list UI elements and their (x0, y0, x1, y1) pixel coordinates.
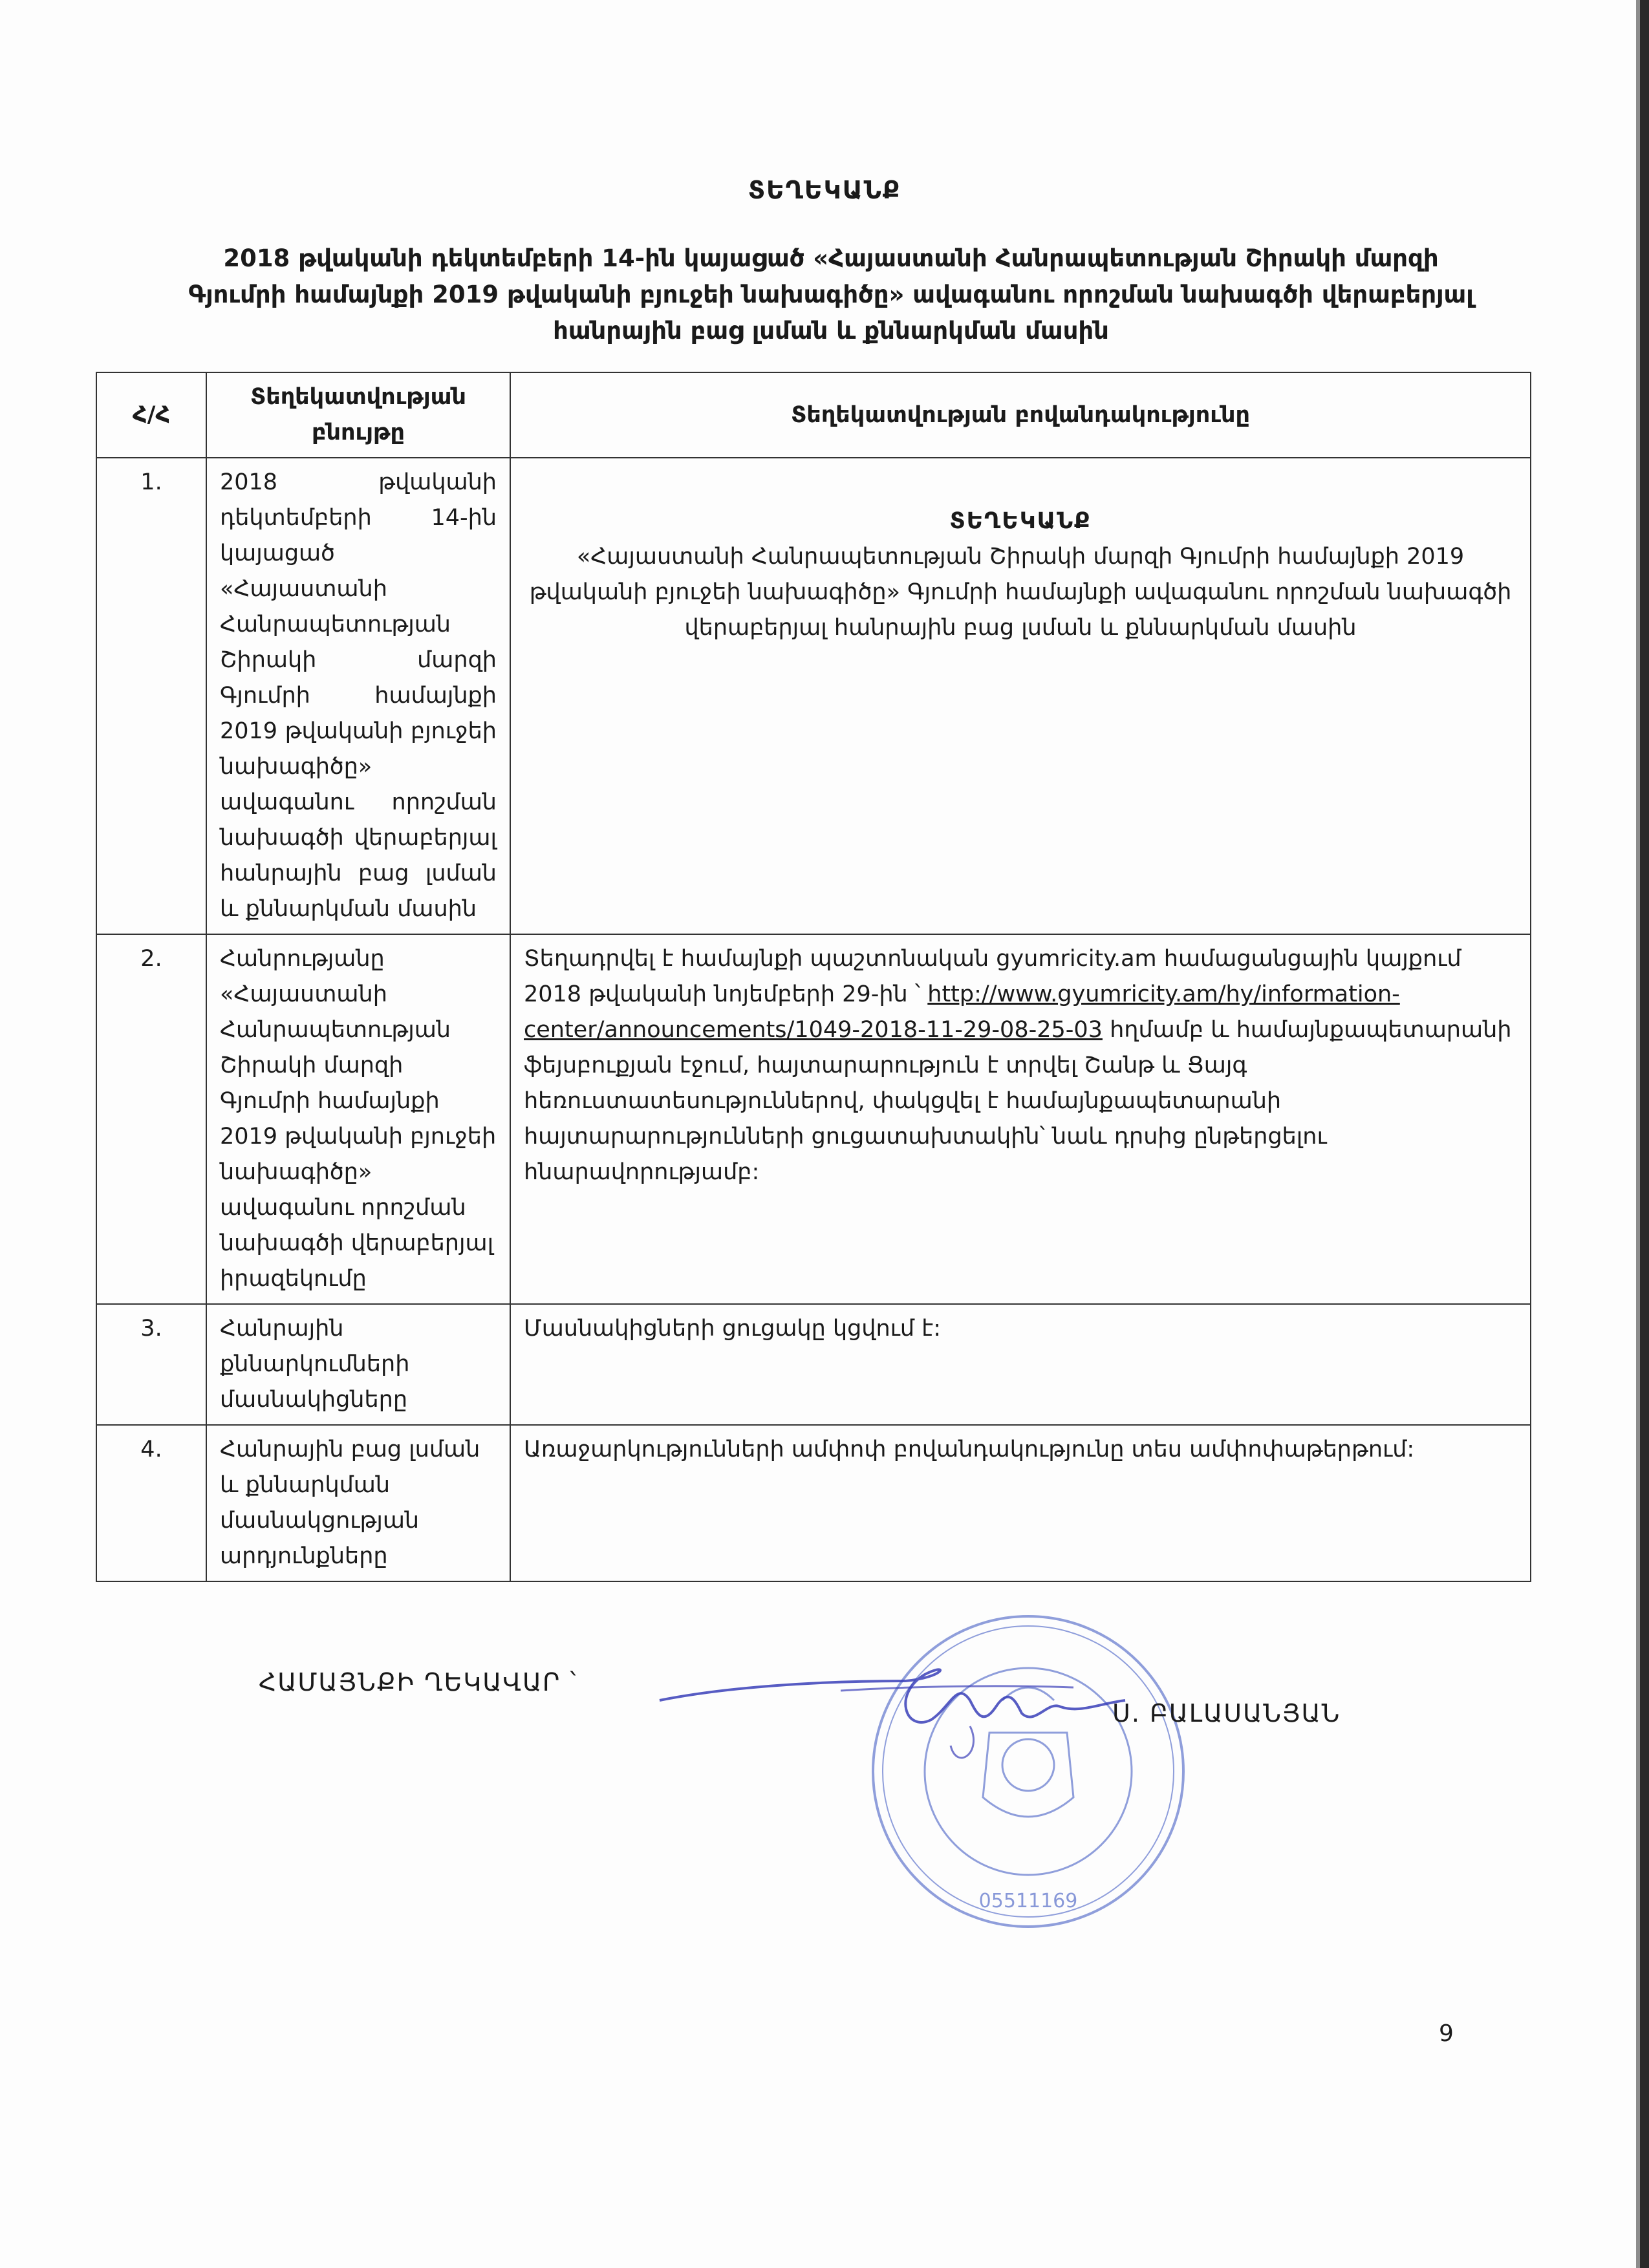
row-content-title: ՏԵՂԵԿԱՆՔ (949, 508, 1092, 534)
row-content (510, 458, 1531, 934)
header-content: Տեղեկատվության բովանդակությունը (510, 372, 1531, 458)
signatory-title: ՀԱՄԱՅՆՔԻ ՂԵԿԱՎԱՐ ՝ (259, 1668, 577, 1696)
row-content: Առաջարկությունների ամփոփ բովանդակությունը տես ամփոփաթերթում: (510, 1425, 1531, 1581)
row-type: Հանրային քննարկումների մասնակիցները (206, 1304, 510, 1425)
table-row (96, 934, 1531, 1304)
table-header-row (96, 372, 1531, 458)
row-content-text: Տեղադրվել է համայնքի պաշտոնական gyumricity.am համացանցային կայքում 2018 թվականի նոյեմբերի 29-ին ՝ (524, 946, 1461, 1007)
row-number: 3. (96, 1304, 206, 1425)
header-type: Տեղեկատվության բնույթը (206, 372, 510, 458)
row-number: 4. (96, 1425, 206, 1581)
table-row (96, 1425, 1531, 1581)
row-type: Հանրությանը «Հայաստանի Հանրապետության Շիրակի մարզի Գյումրի համայնքի 2019 թվականի բյուջեի նախագիծը» ավագանու որոշման նախագծի վերաբերյալ իրազեկումը (206, 934, 510, 1304)
scan-edge (1640, 0, 1649, 2268)
subtitle-line: հանրային բաց լսման և քննարկման մասին (553, 317, 1109, 345)
row-number: 1. (96, 458, 206, 934)
row-number: 2. (96, 934, 206, 1304)
announcement-link[interactable]: http://www.gyumricity.am/hy/information-center/announcements/1049-2018-11-29-08-25-03 (524, 981, 1400, 1043)
row-content: Մասնակիցների ցուցակը կցվում է: (510, 1304, 1531, 1425)
header-number: Հ/Հ (96, 372, 206, 458)
subtitle-line: Գյումրի համայնքի 2019 թվականի բյուջեի նախագիծը» ավագանու որոշման նախագծի վերաբերյալ (188, 281, 1474, 308)
subtitle-line: 2018 թվականի դեկտեմբերի 14-ին կայացած «Հայաստանի Հանրապետության Շիրակի մարզի (223, 244, 1439, 272)
row-type: 2018 թվականի դեկտեմբերի 14-ին կայացած «Հայաստանի Հանրապետության Շիրակի մարզի Գյումրի համայնքի 2019 թվականի բյուջեի նախագիծը» ավագանու որոշման նախագծի վերաբերյալ հանրային բաց լսման և քննարկման մասին (206, 458, 510, 934)
seal-number: 05511169 (978, 1890, 1078, 1912)
signatory-name: Ս. ԲԱԼԱՍԱՆՅԱՆ (1112, 1699, 1341, 1728)
document-heading: ՏԵՂԵԿԱՆՔ (748, 176, 901, 204)
row-type: Հանրային բաց լսման և քննարկման մասնակցության արդյունքները (206, 1425, 510, 1581)
row-content-text: «Հայաստանի Հանրապետության Շիրակի մարզի Գյումրի համայնքի 2019 թվականի բյուջեի նախագիծը» Գյումրի համայնքի ավագանու որոշման նախագծի վերաբերյալ հանրային բաց լսման և քննարկման մասին (529, 544, 1512, 641)
table-row (96, 1304, 1531, 1425)
signature-mark (647, 1642, 1151, 1810)
table-row (96, 458, 1531, 934)
document-subtitle (149, 241, 1513, 349)
info-table (96, 372, 1531, 1582)
row-content-text: հղմամբ և համայնքապետարանի ֆեյսբուքյան էջում, հայտարարություն է տրվել Շանթ և Ցայգ հեռուստատեսություններով, փակցվել է համայնքապետարանի հայտարարությունների ցուցատախտակին՝ նաև դրսից ընթերցելու հնարավորությամբ: (524, 1017, 1512, 1185)
row-content (510, 934, 1531, 1304)
page-number: 9 (1439, 2020, 1454, 2047)
